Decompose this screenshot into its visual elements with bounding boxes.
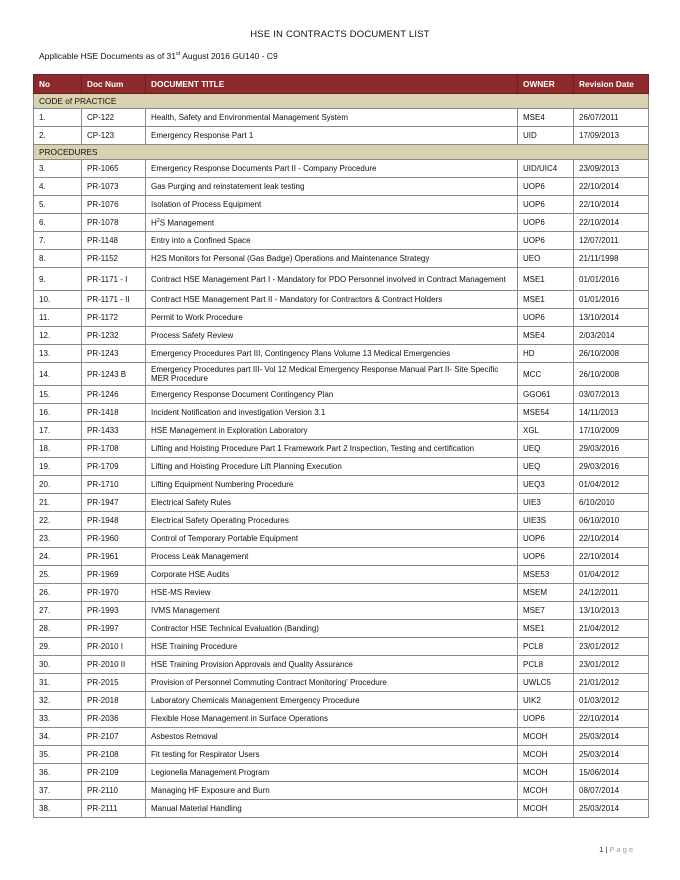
cell-owner: UWLC5 xyxy=(518,674,574,692)
table-row xyxy=(34,363,649,386)
cell-document-title: HSE-MS Review xyxy=(146,584,518,602)
page-footer xyxy=(599,845,635,854)
cell-revision-date: 26/07/2011 xyxy=(574,109,649,127)
cell-document-title: Laboratory Chemicals Management Emergency Procedure xyxy=(146,692,518,710)
cell-owner: UID/UIC4 xyxy=(518,160,574,178)
subtitle-suffix: August 2016 GU140 - C9 xyxy=(182,51,278,61)
cell-no: 2. xyxy=(34,127,82,145)
cell-owner: MSE53 xyxy=(518,566,574,584)
title-superscript: 2 xyxy=(156,218,160,225)
table-row xyxy=(34,309,649,327)
cell-revision-date: 22/10/2014 xyxy=(574,196,649,214)
table-row xyxy=(34,800,649,818)
cell-doc-num: PR-1993 xyxy=(82,602,146,620)
cell-revision-date: 01/04/2012 xyxy=(574,476,649,494)
cell-document-title: Flexible Hose Management in Surface Operations xyxy=(146,710,518,728)
cell-document-title: Electrical Safety Rules xyxy=(146,494,518,512)
cell-no: 23. xyxy=(34,530,82,548)
cell-document-title: Contract HSE Management Part II - Mandatory for Contractors & Contract Holders xyxy=(146,291,518,309)
cell-revision-date: 25/03/2014 xyxy=(574,746,649,764)
cell-document-title: Emergency Procedures Part III, Contingency Plans Volume 13 Medical Emergencies xyxy=(146,345,518,363)
cell-owner: UEQ xyxy=(518,458,574,476)
cell-no: 9. xyxy=(34,268,82,291)
table-row xyxy=(34,476,649,494)
cell-document-title: HSE Management in Exploration Laboratory xyxy=(146,422,518,440)
cell-owner: MSE4 xyxy=(518,327,574,345)
cell-owner: PCL8 xyxy=(518,656,574,674)
cell-revision-date: 03/07/2013 xyxy=(574,386,649,404)
table-row xyxy=(34,728,649,746)
column-header-doc-num: Doc Num xyxy=(82,75,146,94)
column-header-owner: OWNER xyxy=(518,75,574,94)
cell-doc-num: PR-2010 II xyxy=(82,656,146,674)
cell-revision-date: 26/10/2008 xyxy=(574,363,649,386)
cell-revision-date: 22/10/2014 xyxy=(574,214,649,232)
cell-no: 1. xyxy=(34,109,82,127)
cell-revision-date: 22/10/2014 xyxy=(574,178,649,196)
cell-revision-date: 15/06/2014 xyxy=(574,764,649,782)
cell-revision-date: 29/03/2016 xyxy=(574,440,649,458)
table-row xyxy=(34,196,649,214)
table-row xyxy=(34,214,649,232)
page-word: Page xyxy=(609,845,635,854)
cell-doc-num: PR-1171 - II xyxy=(82,291,146,309)
cell-owner: UEQ3 xyxy=(518,476,574,494)
cell-owner: MCOH xyxy=(518,764,574,782)
cell-doc-num: PR-1171 - I xyxy=(82,268,146,291)
cell-revision-date: 17/10/2009 xyxy=(574,422,649,440)
subtitle-prefix: Applicable HSE Documents as of 31 xyxy=(39,51,177,61)
table-row xyxy=(34,602,649,620)
cell-doc-num: PR-1997 xyxy=(82,620,146,638)
cell-doc-num: PR-1076 xyxy=(82,196,146,214)
cell-document-title: Legionella Management Program xyxy=(146,764,518,782)
cell-owner: UOP6 xyxy=(518,214,574,232)
cell-no: 17. xyxy=(34,422,82,440)
cell-doc-num: PR-1065 xyxy=(82,160,146,178)
cell-no: 32. xyxy=(34,692,82,710)
cell-owner: MSE7 xyxy=(518,602,574,620)
cell-no: 29. xyxy=(34,638,82,656)
cell-no: 38. xyxy=(34,800,82,818)
table-row xyxy=(34,458,649,476)
cell-document-title: Lifting and Hoisting Procedure Part 1 Framework Part 2 Inspection, Testing and certification xyxy=(146,440,518,458)
cell-no: 16. xyxy=(34,404,82,422)
cell-document-title: Entry into a Confined Space xyxy=(146,232,518,250)
table-row xyxy=(34,250,649,268)
cell-revision-date: 29/03/2016 xyxy=(574,458,649,476)
cell-owner: UIE3 xyxy=(518,494,574,512)
cell-revision-date: 21/11/1998 xyxy=(574,250,649,268)
table-row xyxy=(34,440,649,458)
column-header-revision-date: Revision Date xyxy=(574,75,649,94)
cell-document-title: Provision of Personnel Commuting Contract Monitoring' Procedure xyxy=(146,674,518,692)
cell-document-title: Fit testing for Respirator Users xyxy=(146,746,518,764)
cell-doc-num: PR-1232 xyxy=(82,327,146,345)
cell-doc-num: PR-1708 xyxy=(82,440,146,458)
title-text-part: S Management xyxy=(159,218,215,228)
cell-owner: UOP6 xyxy=(518,178,574,196)
cell-document-title: Process Leak Management xyxy=(146,548,518,566)
cell-no: 11. xyxy=(34,309,82,327)
table-row xyxy=(34,656,649,674)
table-row xyxy=(34,548,649,566)
cell-doc-num: PR-2015 xyxy=(82,674,146,692)
table-row xyxy=(34,160,649,178)
cell-document-title: Health, Safety and Environmental Management System xyxy=(146,109,518,127)
cell-document-title: IVMS Management xyxy=(146,602,518,620)
cell-revision-date: 13/10/2014 xyxy=(574,309,649,327)
cell-owner: MCOH xyxy=(518,782,574,800)
cell-document-title: Gas Purging and reinstatement leak testing xyxy=(146,178,518,196)
cell-revision-date: 2/03/2014 xyxy=(574,327,649,345)
cell-doc-num: PR-1148 xyxy=(82,232,146,250)
cell-owner: UOP6 xyxy=(518,530,574,548)
table-row xyxy=(34,291,649,309)
cell-no: 22. xyxy=(34,512,82,530)
table-row xyxy=(34,422,649,440)
cell-owner: MSEM xyxy=(518,584,574,602)
cell-document-title: Control of Temporary Portable Equipment xyxy=(146,530,518,548)
cell-revision-date: 25/03/2014 xyxy=(574,728,649,746)
cell-no: 12. xyxy=(34,327,82,345)
cell-owner: UIE3S xyxy=(518,512,574,530)
cell-doc-num: PR-1172 xyxy=(82,309,146,327)
section-heading: CODE of PRACTICE xyxy=(34,94,649,109)
cell-doc-num: PR-1710 xyxy=(82,476,146,494)
cell-revision-date: 6/10/2010 xyxy=(574,494,649,512)
table-row xyxy=(34,638,649,656)
cell-revision-date: 23/09/2013 xyxy=(574,160,649,178)
cell-doc-num: PR-1969 xyxy=(82,566,146,584)
column-header-document-title: DOCUMENT TITLE xyxy=(146,75,518,94)
cell-doc-num: PR-2108 xyxy=(82,746,146,764)
cell-no: 33. xyxy=(34,710,82,728)
cell-doc-num: PR-1078 xyxy=(82,214,146,232)
subtitle-superscript: st xyxy=(176,51,181,58)
cell-doc-num: PR-2018 xyxy=(82,692,146,710)
cell-revision-date: 01/03/2012 xyxy=(574,692,649,710)
cell-owner: MCC xyxy=(518,363,574,386)
cell-no: 6. xyxy=(34,214,82,232)
cell-revision-date: 23/01/2012 xyxy=(574,638,649,656)
cell-no: 18. xyxy=(34,440,82,458)
cell-doc-num: PR-1073 xyxy=(82,178,146,196)
cell-doc-num: PR-1246 xyxy=(82,386,146,404)
cell-owner: UOP6 xyxy=(518,196,574,214)
cell-document-title: Asbestos Removal xyxy=(146,728,518,746)
table-row xyxy=(34,710,649,728)
cell-document-title: Permit to Work Procedure xyxy=(146,309,518,327)
cell-owner: XGL xyxy=(518,422,574,440)
cell-revision-date: 01/04/2012 xyxy=(574,566,649,584)
page-separator: | xyxy=(605,845,608,854)
cell-document-title: Managing HF Exposure and Burn xyxy=(146,782,518,800)
cell-owner: UIK2 xyxy=(518,692,574,710)
header-row xyxy=(34,75,649,94)
cell-revision-date: 25/03/2014 xyxy=(574,800,649,818)
cell-document-title: Emergency Response Part 1 xyxy=(146,127,518,145)
cell-revision-date: 01/01/2016 xyxy=(574,291,649,309)
table-row xyxy=(34,566,649,584)
cell-revision-date: 22/10/2014 xyxy=(574,530,649,548)
cell-no: 35. xyxy=(34,746,82,764)
cell-doc-num: PR-1961 xyxy=(82,548,146,566)
cell-no: 21. xyxy=(34,494,82,512)
cell-owner: PCL8 xyxy=(518,638,574,656)
cell-revision-date: 17/09/2013 xyxy=(574,127,649,145)
cell-owner: MSE4 xyxy=(518,109,574,127)
cell-doc-num: PR-1433 xyxy=(82,422,146,440)
cell-owner: HD xyxy=(518,345,574,363)
table-row xyxy=(34,746,649,764)
cell-doc-num: PR-2010 I xyxy=(82,638,146,656)
document-list-table xyxy=(33,74,649,818)
table-row xyxy=(34,386,649,404)
cell-document-title: HSE Training Procedure xyxy=(146,638,518,656)
cell-document-title: Emergency Response Document Contingency Plan xyxy=(146,386,518,404)
table-row xyxy=(34,584,649,602)
cell-doc-num: PR-1970 xyxy=(82,584,146,602)
column-header-no: No xyxy=(34,75,82,94)
cell-revision-date: 26/10/2008 xyxy=(574,345,649,363)
table-header xyxy=(34,75,649,94)
cell-no: 26. xyxy=(34,584,82,602)
table-row xyxy=(34,127,649,145)
cell-revision-date: 23/01/2012 xyxy=(574,656,649,674)
cell-doc-num: PR-1947 xyxy=(82,494,146,512)
cell-owner: UOP6 xyxy=(518,232,574,250)
cell-owner: UOP6 xyxy=(518,548,574,566)
table-row xyxy=(34,232,649,250)
cell-document-title: Isolation of Process Equipment xyxy=(146,196,518,214)
cell-revision-date: 08/07/2014 xyxy=(574,782,649,800)
cell-revision-date: 13/10/2013 xyxy=(574,602,649,620)
cell-document-title: Emergency Response Documents Part II - Company Procedure xyxy=(146,160,518,178)
cell-no: 19. xyxy=(34,458,82,476)
cell-revision-date: 22/10/2014 xyxy=(574,548,649,566)
cell-no: 20. xyxy=(34,476,82,494)
cell-doc-num: PR-1960 xyxy=(82,530,146,548)
cell-doc-num: PR-2110 xyxy=(82,782,146,800)
cell-document-title: Lifting and Hoisting Procedure Lift Planning Execution xyxy=(146,458,518,476)
cell-no: 14. xyxy=(34,363,82,386)
table-row xyxy=(34,494,649,512)
cell-document-title: Process Safety Review xyxy=(146,327,518,345)
cell-owner: UOP6 xyxy=(518,309,574,327)
table-row xyxy=(34,268,649,291)
table-row xyxy=(34,512,649,530)
cell-doc-num: PR-2107 xyxy=(82,728,146,746)
cell-revision-date: 22/10/2014 xyxy=(574,710,649,728)
cell-document-title: Contract HSE Management Part I - Mandatory for PDO Personnel involved in Contract Management xyxy=(146,268,518,291)
cell-document-title: Manual Material Handling xyxy=(146,800,518,818)
cell-revision-date: 06/10/2010 xyxy=(574,512,649,530)
cell-revision-date: 21/04/2012 xyxy=(574,620,649,638)
document-title: HSE IN CONTRACTS DOCUMENT LIST xyxy=(250,29,430,40)
cell-no: 34. xyxy=(34,728,82,746)
cell-no: 27. xyxy=(34,602,82,620)
cell-document-title xyxy=(146,214,518,232)
cell-no: 4. xyxy=(34,178,82,196)
table-row xyxy=(34,178,649,196)
cell-doc-num: PR-1243 B xyxy=(82,363,146,386)
cell-revision-date: 24/12/2011 xyxy=(574,584,649,602)
cell-no: 36. xyxy=(34,764,82,782)
cell-document-title: Contractor HSE Technical Evaluation (Banding) xyxy=(146,620,518,638)
cell-doc-num: CP-122 xyxy=(82,109,146,127)
cell-owner: MCOH xyxy=(518,728,574,746)
cell-owner: MSE1 xyxy=(518,620,574,638)
table-row xyxy=(34,674,649,692)
cell-no: 8. xyxy=(34,250,82,268)
cell-owner: UEQ xyxy=(518,440,574,458)
table-body xyxy=(34,94,649,818)
cell-document-title: Electrical Safety Operating Procedures xyxy=(146,512,518,530)
table-row xyxy=(34,530,649,548)
cell-doc-num: PR-2111 xyxy=(82,800,146,818)
cell-no: 15. xyxy=(34,386,82,404)
cell-revision-date: 21/01/2012 xyxy=(574,674,649,692)
cell-doc-num: PR-2036 xyxy=(82,710,146,728)
cell-revision-date: 14/11/2013 xyxy=(574,404,649,422)
table-row xyxy=(34,782,649,800)
cell-doc-num: PR-1948 xyxy=(82,512,146,530)
cell-no: 7. xyxy=(34,232,82,250)
cell-owner: UOP6 xyxy=(518,710,574,728)
table-row xyxy=(34,620,649,638)
cell-owner: MSE1 xyxy=(518,291,574,309)
cell-owner: MSE1 xyxy=(518,268,574,291)
cell-no: 25. xyxy=(34,566,82,584)
cell-no: 13. xyxy=(34,345,82,363)
cell-no: 37. xyxy=(34,782,82,800)
cell-no: 30. xyxy=(34,656,82,674)
cell-owner: GGO61 xyxy=(518,386,574,404)
cell-no: 24. xyxy=(34,548,82,566)
cell-doc-num: PR-2109 xyxy=(82,764,146,782)
cell-revision-date: 12/07/2011 xyxy=(574,232,649,250)
table-row xyxy=(34,345,649,363)
section-row xyxy=(34,145,649,160)
cell-no: 5. xyxy=(34,196,82,214)
table-row xyxy=(34,327,649,345)
cell-document-title: HSE Training Provision Approvals and Quality Assurance xyxy=(146,656,518,674)
cell-doc-num: PR-1152 xyxy=(82,250,146,268)
cell-doc-num: PR-1418 xyxy=(82,404,146,422)
title-text-part: H xyxy=(151,218,157,228)
cell-owner: UEO xyxy=(518,250,574,268)
cell-doc-num: PR-1709 xyxy=(82,458,146,476)
table-row xyxy=(34,764,649,782)
page-number: 1 xyxy=(599,845,604,854)
cell-owner: MCOH xyxy=(518,800,574,818)
cell-revision-date: 01/01/2016 xyxy=(574,268,649,291)
section-row xyxy=(34,94,649,109)
cell-document-title: Lifting Equipment Numbering Procedure xyxy=(146,476,518,494)
cell-doc-num: PR-1243 xyxy=(82,345,146,363)
cell-document-title: Emergency Procedures part III- Vol 12 Medical Emergency Response Manual Part II- Site Specific MER Procedure xyxy=(146,363,518,386)
cell-owner: UID xyxy=(518,127,574,145)
cell-no: 28. xyxy=(34,620,82,638)
cell-document-title: Corporate HSE Audits xyxy=(146,566,518,584)
cell-no: 31. xyxy=(34,674,82,692)
cell-owner: MSE54 xyxy=(518,404,574,422)
table-row xyxy=(34,692,649,710)
document-subtitle xyxy=(39,51,278,61)
cell-no: 3. xyxy=(34,160,82,178)
cell-no: 10. xyxy=(34,291,82,309)
table-row xyxy=(34,404,649,422)
table-row xyxy=(34,109,649,127)
section-heading: PROCEDURES xyxy=(34,145,649,160)
cell-owner: MCOH xyxy=(518,746,574,764)
cell-document-title: H2S Monitors for Personal (Gas Badge) Operations and Maintenance Strategy xyxy=(146,250,518,268)
cell-doc-num: CP-123 xyxy=(82,127,146,145)
cell-document-title: Incident Notification and investigation Version 3.1 xyxy=(146,404,518,422)
